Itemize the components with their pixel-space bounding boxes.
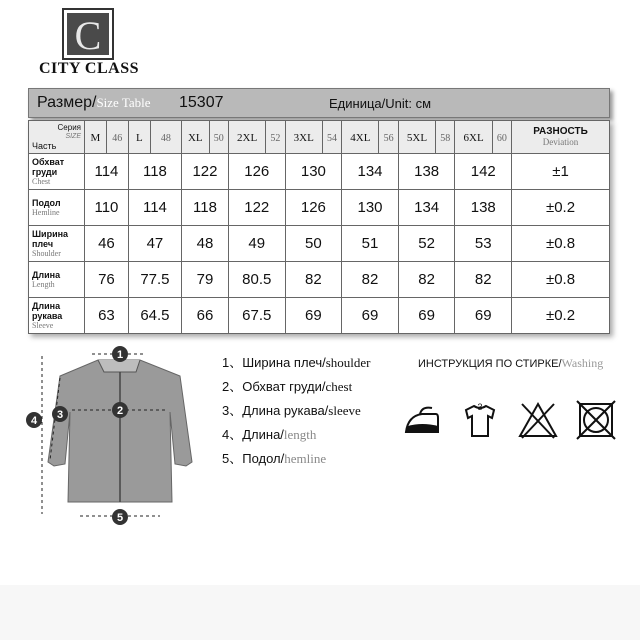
hand-wash-30-icon [458, 398, 502, 442]
iron-icon [400, 398, 444, 442]
table-header-row [29, 121, 610, 154]
table-cell: 46 [85, 226, 129, 262]
size-label: 3XL [285, 121, 322, 154]
measurement-label: Обхват груди Chest [29, 154, 85, 190]
table-cell: 77.5 [128, 262, 181, 298]
size-table-header [28, 88, 610, 118]
table-cell: 130 [285, 154, 342, 190]
table-cell: 82 [342, 262, 399, 298]
jacket-measurement-diagram [20, 342, 200, 532]
table-cell: 52 [398, 226, 455, 262]
measurement-label: Ширина плеч Shoulder [29, 226, 85, 262]
size-number: 52 [266, 121, 285, 154]
marker-4: 4 [30, 415, 38, 427]
size-number: 46 [106, 121, 128, 154]
legend-item: 4、Длина/length [222, 427, 317, 442]
logo-letter: C [74, 13, 102, 58]
measurement-label: Длина рукава Sleeve [29, 298, 85, 334]
table-cell: 67.5 [228, 298, 285, 334]
size-label: 2XL [228, 121, 265, 154]
size-number: 48 [150, 121, 181, 154]
table-cell: 48 [182, 226, 229, 262]
table-cell: 80.5 [228, 262, 285, 298]
marker-3: 3 [56, 409, 64, 421]
table-row [29, 262, 610, 298]
table-row [29, 190, 610, 226]
table-cell: 118 [182, 190, 229, 226]
measurement-legend [222, 352, 371, 472]
table-row [29, 154, 610, 190]
footer-band [0, 585, 640, 640]
size-number: 58 [436, 121, 455, 154]
table-cell: 134 [398, 190, 455, 226]
measurement-label: Длина Length [29, 262, 85, 298]
wash-temp: 3 [477, 402, 483, 412]
deviation-cell: ±0.2 [512, 298, 610, 334]
measurement-label: Подол Hemline [29, 190, 85, 226]
table-cell: 66 [182, 298, 229, 334]
table-cell: 130 [342, 190, 399, 226]
table-cell: 82 [285, 262, 342, 298]
table-cell: 134 [342, 154, 399, 190]
table-cell: 82 [455, 262, 512, 298]
city-class-logo [62, 8, 114, 60]
table-row [29, 226, 610, 262]
table-cell: 118 [128, 154, 181, 190]
washing-title: ИНСТРУКЦИЯ ПО СТИРКЕ/Washing [418, 356, 604, 370]
table-cell: 63 [85, 298, 129, 334]
table-cell: 69 [285, 298, 342, 334]
table-cell: 122 [228, 190, 285, 226]
table-cell: 138 [455, 190, 512, 226]
table-cell: 69 [455, 298, 512, 334]
table-cell: 53 [455, 226, 512, 262]
table-cell: 69 [342, 298, 399, 334]
size-number: 56 [379, 121, 398, 154]
no-tumble-dry-icon [574, 398, 618, 442]
marker-2: 2 [116, 405, 124, 417]
size-number: 54 [322, 121, 341, 154]
deviation-header: РАЗНОСТЬ Deviation [512, 121, 610, 154]
table-cell: 64.5 [128, 298, 181, 334]
table-cell: 82 [398, 262, 455, 298]
size-table-title: Размер/Size Table [37, 94, 151, 111]
legend-item: 1、Ширина плеч/shoulder [222, 355, 371, 370]
size-number: 60 [492, 121, 511, 154]
size-label: M [85, 121, 107, 154]
deviation-cell: ±0.8 [512, 262, 610, 298]
table-cell: 49 [228, 226, 285, 262]
size-table [28, 120, 610, 334]
table-cell: 79 [182, 262, 229, 298]
no-bleach-icon [516, 398, 560, 442]
table-cell: 142 [455, 154, 512, 190]
legend-item: 5、Подол/hemline [222, 451, 327, 466]
size-number: 50 [209, 121, 228, 154]
size-label: XL [182, 121, 210, 154]
size-label: 5XL [398, 121, 435, 154]
washing-icons [400, 398, 618, 442]
table-cell: 126 [285, 190, 342, 226]
table-cell: 114 [85, 154, 129, 190]
legend-item: 3、Длина рукава/sleeve [222, 403, 361, 418]
table-cell: 69 [398, 298, 455, 334]
table-cell: 51 [342, 226, 399, 262]
size-label: 6XL [455, 121, 492, 154]
table-cell: 47 [128, 226, 181, 262]
table-cell: 110 [85, 190, 129, 226]
size-label: L [128, 121, 150, 154]
table-cell: 76 [85, 262, 129, 298]
brand-name: CITY CLASS [39, 60, 139, 77]
size-label: 4XL [342, 121, 379, 154]
legend-item: 2、Обхват груди/chest [222, 379, 353, 394]
deviation-cell: ±0.8 [512, 226, 610, 262]
table-cell: 50 [285, 226, 342, 262]
table-cell: 126 [228, 154, 285, 190]
table-row [29, 298, 610, 334]
table-cell: 122 [182, 154, 229, 190]
deviation-cell: ±0.2 [512, 190, 610, 226]
table-corner-cell: Серия SIZE Часть [29, 121, 85, 154]
marker-1: 1 [116, 349, 124, 361]
model-code: 15307 [179, 94, 224, 111]
marker-5: 5 [116, 512, 124, 524]
table-cell: 138 [398, 154, 455, 190]
deviation-cell: ±1 [512, 154, 610, 190]
unit-label: Единица/Unit: см [329, 96, 432, 111]
table-cell: 114 [128, 190, 181, 226]
